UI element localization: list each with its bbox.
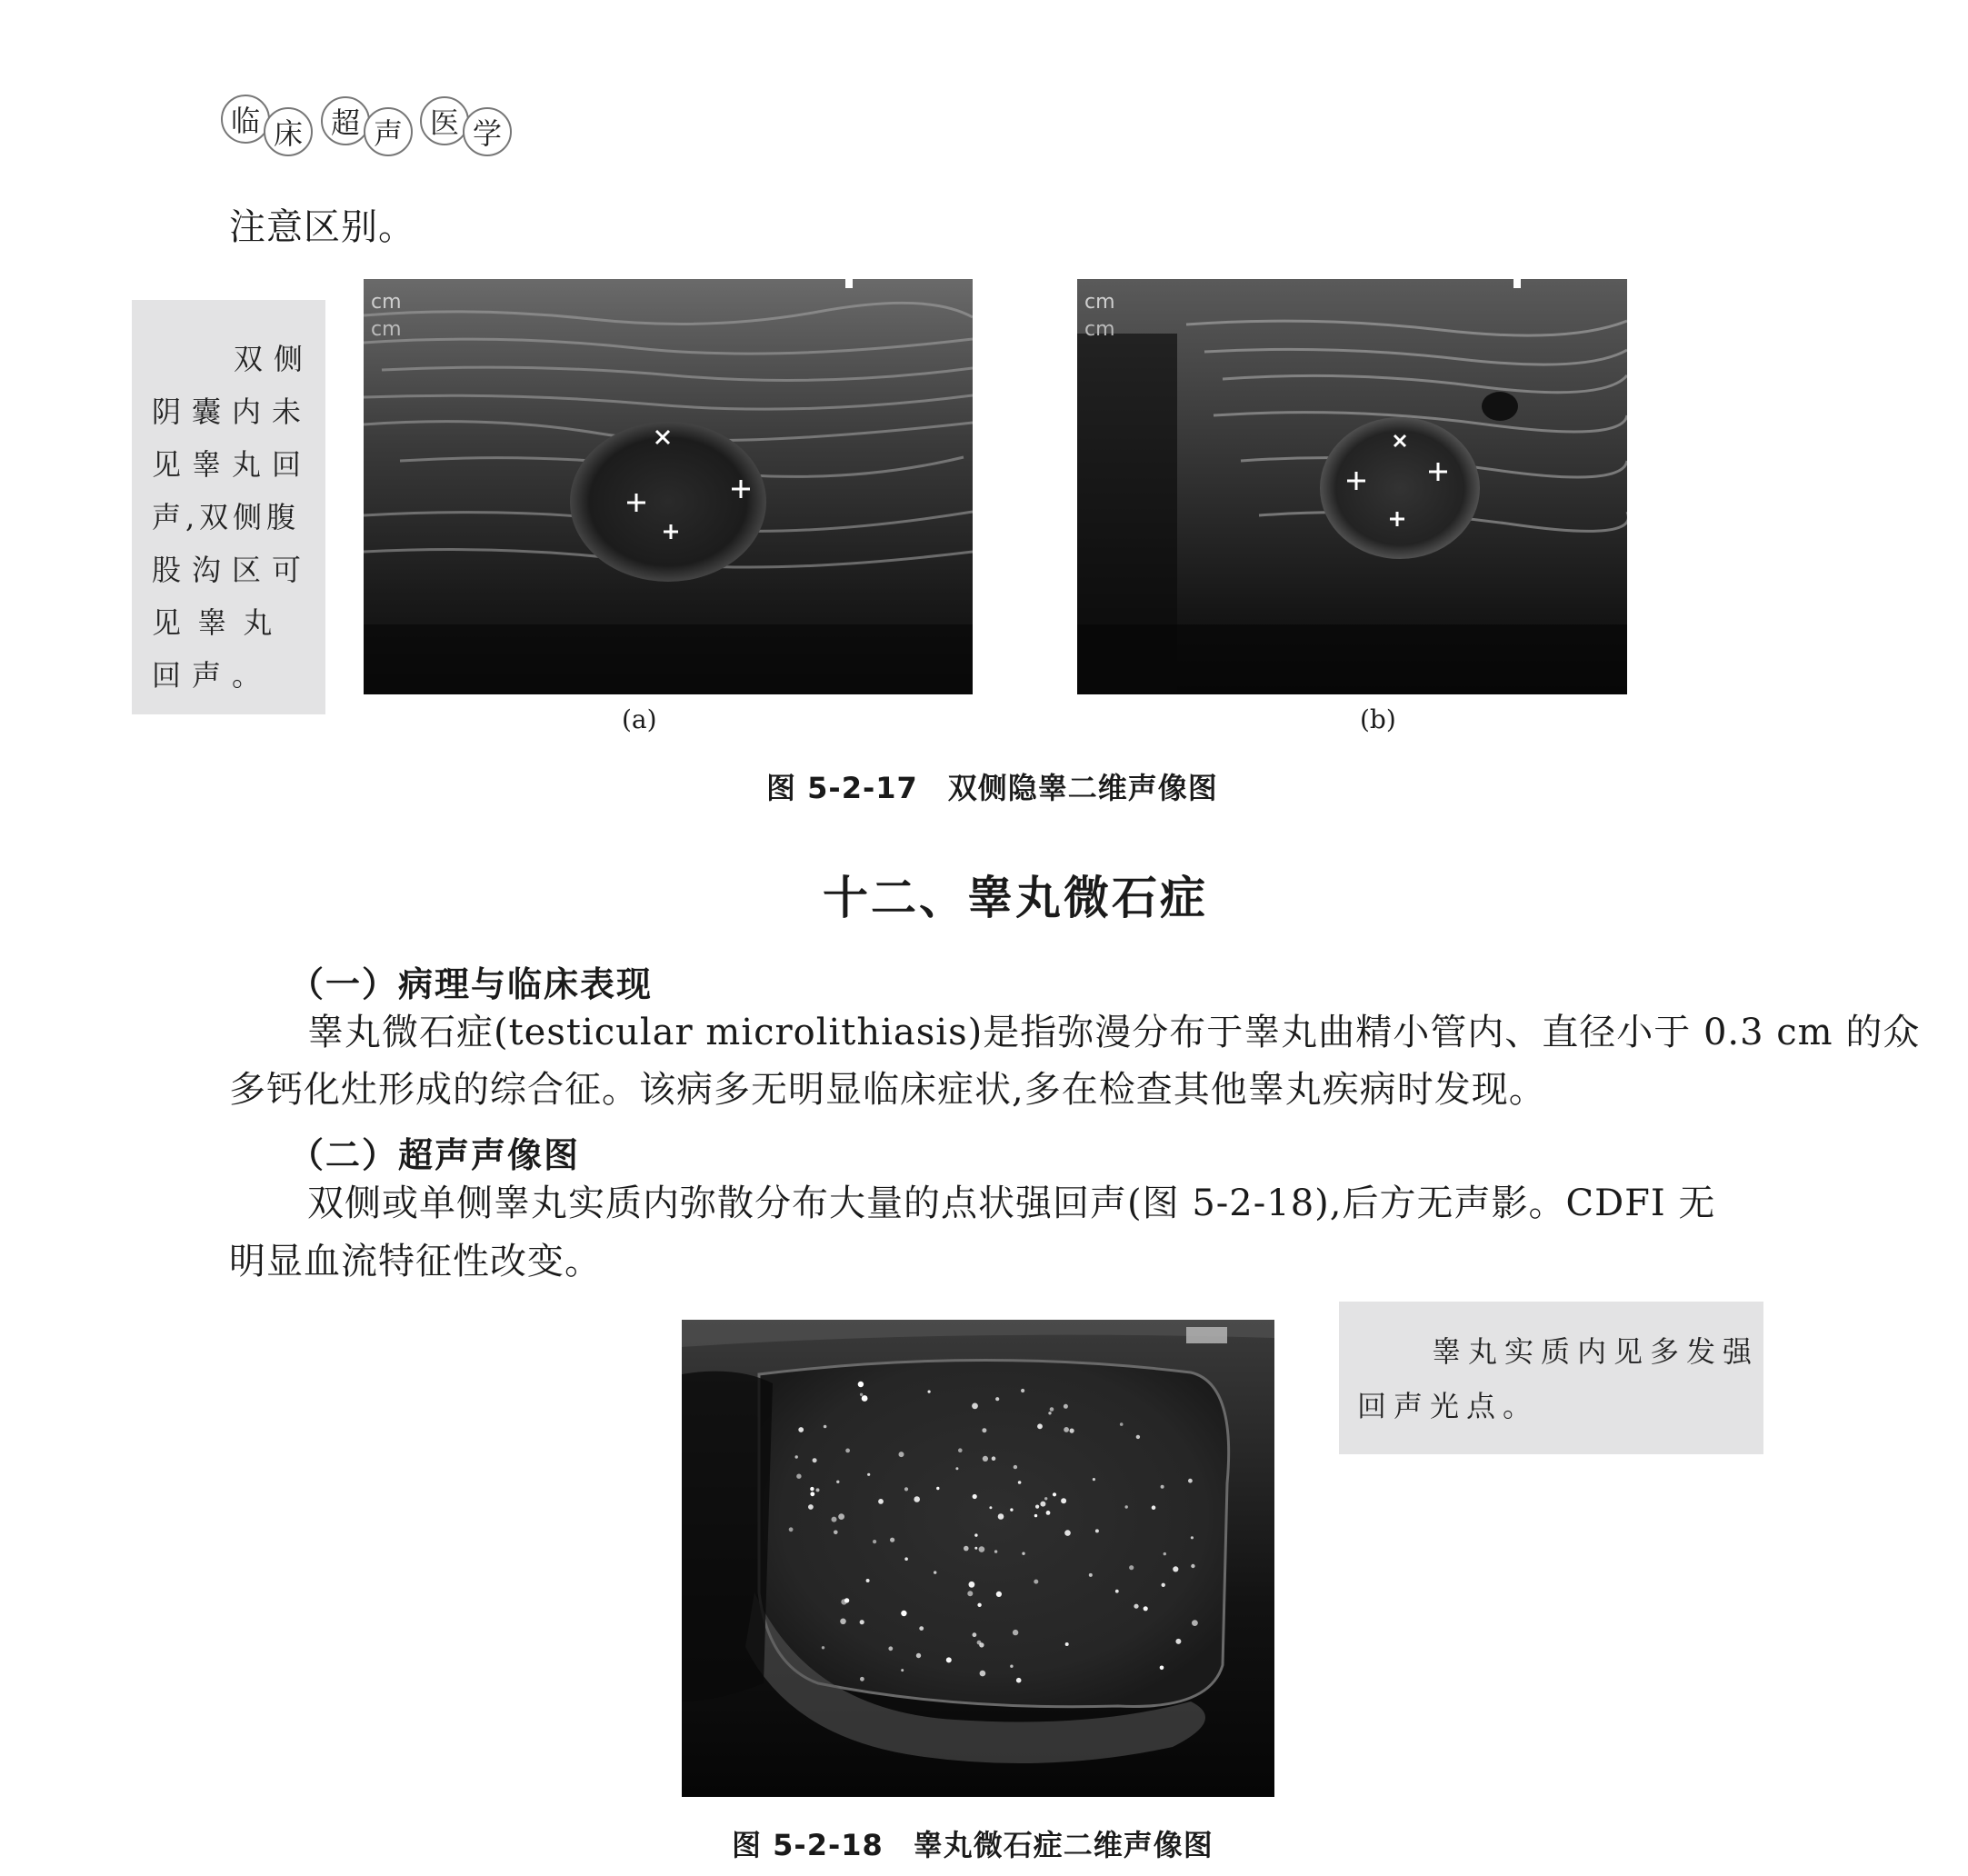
echogenic-focus — [967, 1591, 973, 1596]
echogenic-focus — [973, 1632, 977, 1637]
echogenic-focus — [1016, 1678, 1022, 1683]
sidebar-note — [1339, 1302, 1763, 1454]
echogenic-focus — [904, 1557, 908, 1561]
echogenic-focus — [1010, 1508, 1013, 1511]
echogenic-focus — [1053, 1492, 1056, 1496]
echogenic-focus — [888, 1646, 893, 1651]
intro-text: 注意区别。 — [229, 206, 415, 248]
echogenic-focus — [816, 1488, 820, 1492]
echogenic-focus — [1095, 1529, 1099, 1532]
sidebar-line: 声,双侧腹 — [152, 500, 301, 534]
subsection-heading: （一）病理与临床表现 — [289, 964, 654, 1004]
figure-caption: 图 5-2-18 睾丸微石症二维声像图 — [732, 1828, 1214, 1862]
echogenic-focus — [1064, 1427, 1069, 1432]
echogenic-focus — [890, 1538, 894, 1542]
echogenic-focus — [914, 1496, 920, 1502]
echogenic-focus — [858, 1382, 864, 1387]
header-char: 声 — [364, 107, 413, 156]
sidebar-line: 阴囊内未 — [152, 394, 313, 429]
echogenic-focus — [996, 1592, 1002, 1597]
sidebar-line: 双侧 — [234, 342, 315, 376]
paragraph-line: 多钙化灶形成的综合征。该病多无明显临床症状,多在检查其他睾丸疾病时发现。 — [229, 1069, 1546, 1111]
scale-label: cm — [1084, 318, 1115, 341]
subsection-heading: （二）超声声像图 — [289, 1135, 581, 1175]
echogenic-focus — [860, 1393, 863, 1396]
echogenic-focus — [1188, 1479, 1193, 1483]
echogenic-focus — [936, 1487, 939, 1490]
echogenic-focus — [958, 1448, 963, 1452]
echogenic-focus — [1018, 1481, 1022, 1484]
sidebar-line: 睾丸实质内见多发强 — [1432, 1334, 1760, 1369]
header-char: 床 — [264, 107, 313, 156]
header-char: 临 — [221, 95, 270, 144]
echogenic-focus — [919, 1626, 924, 1631]
header-char: 学 — [463, 107, 512, 156]
echogenic-focus — [972, 1403, 978, 1410]
echogenic-focus — [973, 1494, 977, 1499]
echogenic-focus — [980, 1671, 986, 1677]
echogenic-focus — [1034, 1514, 1037, 1517]
echogenic-focus — [977, 1603, 981, 1607]
echogenic-focus — [1161, 1485, 1164, 1489]
echogenic-focus — [822, 1646, 824, 1649]
echogenic-focus — [955, 1467, 958, 1470]
section-title: 十二、睾丸微石症 — [823, 871, 1208, 924]
echogenic-focus — [836, 1481, 839, 1483]
echogenic-focus — [824, 1425, 827, 1429]
echogenic-focus — [1064, 1404, 1068, 1409]
echogenic-focus — [901, 1669, 904, 1671]
echogenic-focus — [1022, 1552, 1024, 1555]
echogenic-focus — [832, 1517, 837, 1522]
echogenic-focus — [1046, 1511, 1051, 1515]
echogenic-focus — [1044, 1497, 1047, 1500]
header-char: 医 — [420, 96, 469, 145]
echogenic-focus — [1125, 1505, 1128, 1508]
echogenic-focus — [1014, 1465, 1017, 1469]
echogenic-focus — [834, 1531, 838, 1535]
echogenic-focus — [992, 1456, 996, 1461]
echogenic-focus — [795, 1455, 798, 1458]
echogenic-focus — [1160, 1666, 1164, 1671]
scale-label: cm — [1084, 291, 1115, 314]
echogenic-focus — [974, 1533, 977, 1536]
ultrasound-image-b — [1077, 279, 1627, 694]
echogenic-focus — [810, 1487, 814, 1491]
echogenic-focus — [862, 1395, 868, 1402]
sidebar-line: 回声光点。 — [1357, 1389, 1540, 1423]
echogenic-focus — [844, 1598, 849, 1602]
echogenic-focus — [808, 1504, 814, 1510]
paragraph-line: 明显血流特征性改变。 — [229, 1241, 602, 1282]
echogenic-focus — [838, 1513, 844, 1520]
paragraph-line: 双侧或单侧睾丸实质内弥散分布大量的点状强回声(图 5-2-18),后方无声影。CDFI 无 — [307, 1182, 1716, 1224]
echogenic-focus — [1134, 1604, 1138, 1609]
echogenic-focus — [995, 1397, 999, 1401]
echogenic-focus — [1010, 1665, 1013, 1668]
echogenic-focus — [1065, 1642, 1069, 1646]
echogenic-focus — [1093, 1478, 1095, 1481]
echogenic-focus — [873, 1540, 876, 1543]
echogenic-focus — [994, 1550, 997, 1552]
echogenic-focus — [899, 1452, 904, 1457]
echogenic-focus — [860, 1620, 864, 1624]
echogenic-focus — [1021, 1389, 1024, 1392]
echogenic-focus — [1162, 1583, 1165, 1587]
echogenic-focus — [974, 1547, 977, 1550]
paragraph-line: 睾丸微石症(testicular microlithiasis)是指弥漫分布于睾丸曲精小管内、直径小于 0.3 cm 的众 — [307, 1012, 1921, 1053]
echogenic-focus — [810, 1492, 814, 1496]
echogenic-focus — [1191, 1564, 1194, 1568]
echogenic-focus — [798, 1427, 804, 1432]
echogenic-focus — [840, 1619, 846, 1625]
echogenic-focus — [1089, 1573, 1093, 1577]
sidebar-line: 见睾丸回 — [152, 447, 313, 482]
sidebar-line: 见 睾 丸 — [152, 605, 276, 640]
echogenic-focus — [867, 1473, 870, 1476]
figure-caption: 图 5-2-17 双侧隐睾二维声像图 — [766, 771, 1218, 805]
header-char: 超 — [321, 96, 370, 145]
subfigure-label-a: (a) — [622, 704, 657, 734]
echogenic-focus — [977, 1641, 982, 1645]
echogenic-focus — [1070, 1429, 1074, 1433]
echogenic-focus — [1050, 1407, 1054, 1412]
echogenic-focus — [1192, 1620, 1198, 1626]
echogenic-focus — [901, 1611, 906, 1616]
echogenic-focus — [916, 1653, 921, 1658]
echogenic-focus — [969, 1582, 975, 1588]
echogenic-focus — [1013, 1630, 1018, 1635]
echogenic-focus — [1191, 1536, 1194, 1539]
echogenic-focus — [845, 1449, 850, 1453]
sidebar-line: 股沟区可 — [152, 553, 313, 587]
echogenic-focus — [1035, 1505, 1039, 1509]
echogenic-focus — [983, 1456, 988, 1462]
echogenic-focus — [789, 1527, 794, 1532]
echogenic-focus — [934, 1571, 936, 1573]
echogenic-focus — [946, 1657, 952, 1662]
echogenic-focus — [813, 1458, 817, 1462]
echogenic-focus — [1173, 1566, 1178, 1572]
scale-label: cm — [371, 291, 402, 314]
echogenic-focus — [1115, 1590, 1119, 1593]
echogenic-focus — [866, 1579, 870, 1582]
sidebar-note — [132, 300, 325, 714]
echogenic-focus — [1037, 1423, 1043, 1429]
echogenic-focus — [878, 1499, 884, 1504]
echogenic-focus — [1175, 1639, 1181, 1644]
sidebar-line: 回声。 — [152, 658, 273, 693]
echogenic-focus — [989, 1506, 992, 1509]
echogenic-focus — [979, 1546, 985, 1552]
echogenic-focus — [1034, 1580, 1038, 1584]
echogenic-focus — [904, 1487, 908, 1491]
subfigure-label-b: (b) — [1360, 704, 1396, 734]
echogenic-focus — [1164, 1552, 1166, 1555]
ultrasound-image-a — [364, 279, 973, 694]
ultrasound-image-microlithiasis — [682, 1320, 1274, 1797]
echogenic-focus — [796, 1474, 801, 1479]
echogenic-focus — [860, 1677, 864, 1681]
echogenic-focus — [998, 1513, 1004, 1520]
echogenic-focus — [1040, 1502, 1045, 1507]
echogenic-focus — [1136, 1435, 1140, 1439]
echogenic-focus — [964, 1546, 969, 1552]
echogenic-focus — [1129, 1565, 1134, 1570]
echogenic-focus — [928, 1391, 931, 1393]
echogenic-focus — [1061, 1498, 1066, 1503]
scale-label: cm — [371, 318, 402, 341]
echogenic-focus — [1048, 1412, 1051, 1414]
echogenic-focus — [1064, 1530, 1071, 1536]
echogenic-focus — [1120, 1422, 1124, 1426]
echogenic-focus — [1152, 1505, 1156, 1510]
echogenic-focus — [982, 1428, 986, 1432]
echogenic-focus — [1144, 1606, 1148, 1611]
